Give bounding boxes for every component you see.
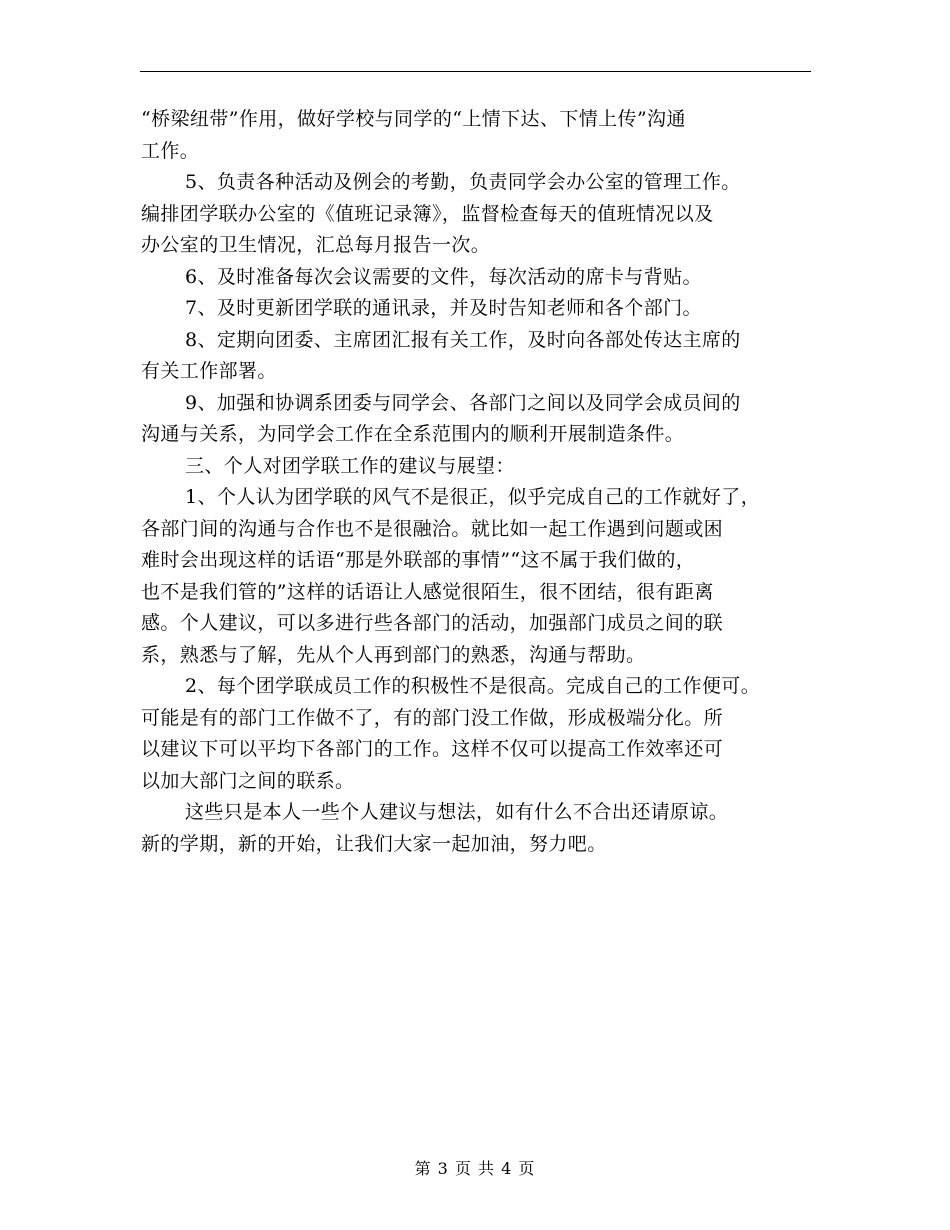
text-line: 工作。 xyxy=(141,139,200,162)
text-line: 沟通与关系，为同学会工作在全系范围内的顺利开展制造条件。 xyxy=(141,423,685,445)
text-line: 各部门间的沟通与合作也不是很融洽。就比如一起工作遇到问题或困 xyxy=(141,517,724,540)
text-line: 以建议下可以平均下各部门的工作。这样不仅可以提高工作效率还可 xyxy=(141,738,724,760)
text-line: 办公室的卫生情况，汇总每月报告一次。 xyxy=(141,234,491,256)
page-number-footer: 第 3 页 共 4 页 xyxy=(414,1159,536,1178)
section-heading: 三、个人对团学联工作的建议与展望： xyxy=(185,454,515,477)
text-line: 9、加强和协调系团委与同学会、各部门之间以及同学会成员间的 xyxy=(185,391,741,414)
text-line: 1、个人认为团学联的风气不是很正，似乎完成自己的工作就好了， xyxy=(185,486,761,508)
text-line: 系，熟悉与了解，先从个人再到部门的熟悉，沟通与帮助。 xyxy=(141,643,646,666)
text-line: 有关工作部署。 xyxy=(141,360,277,382)
text-line: 可能是有的部门工作做不了，有的部门没工作做，形成极端分化。所 xyxy=(141,706,724,729)
text-line: 7、及时更新团学联的通讯录，并及时告知老师和各个部门。 xyxy=(185,297,702,319)
text-line: 这些只是本人一些个人建议与想法，如有什么不合出还请原谅。 xyxy=(185,801,729,823)
text-line: 编排团学联办公室的《值班记录簿》，监督检查每天的值班情况以及 xyxy=(141,202,714,225)
text-line: 难时会出现这样的话语“那是外联部的事情”“这不属于我们做的， xyxy=(141,549,696,571)
header-rule xyxy=(140,71,811,72)
text-line: 6、及时准备每次会议需要的文件，每次活动的席卡与背贴。 xyxy=(185,265,702,288)
text-line: 2、每个团学联成员工作的积极性不是很高。完成自己的工作便可。 xyxy=(185,675,761,697)
text-line: 8、定期向团委、主席团汇报有关工作，及时向各部处传达主席的 xyxy=(185,328,741,351)
document-body xyxy=(141,104,831,860)
text-line: 新的学期，新的开始，让我们大家一起加油，努力吧。 xyxy=(141,832,607,855)
text-line: 以加大部门之间的联系。 xyxy=(141,769,355,792)
text-line: 也不是我们管的”这样的话语让人感觉很陌生，很不团结，很有距离 xyxy=(141,580,714,603)
text-line: 感。个人建议，可以多进行些各部门的活动，加强部门成员之间的联 xyxy=(141,612,724,634)
text-line: 5、负责各种活动及例会的考勤，负责同学会办公室的管理工作。 xyxy=(185,171,741,193)
text-line: “桥梁纽带”作用，做好学校与同学的“上情下达、下情上传”沟通 xyxy=(141,108,686,130)
